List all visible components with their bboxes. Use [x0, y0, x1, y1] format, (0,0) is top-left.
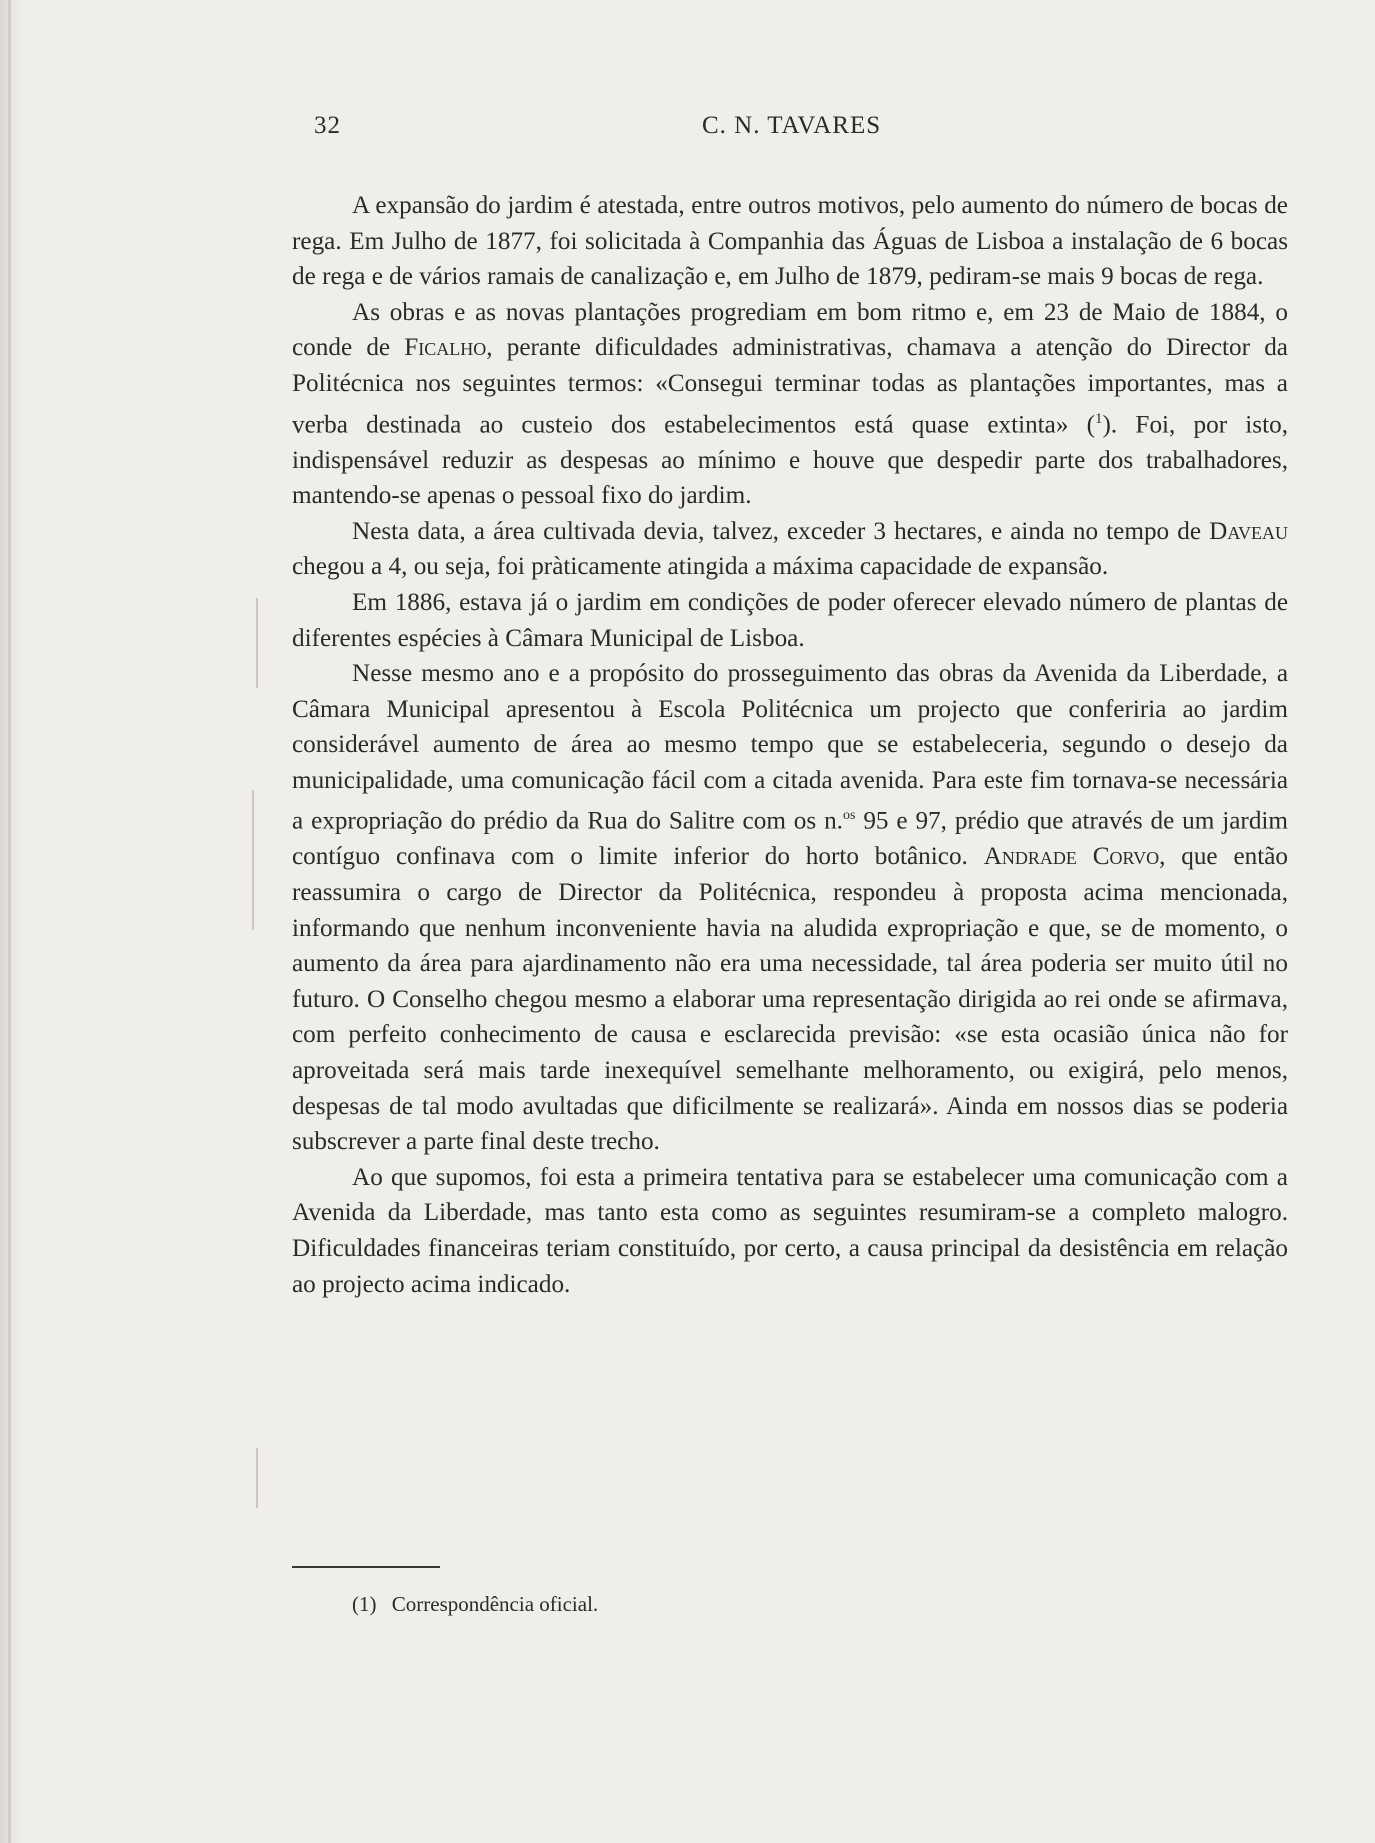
- paragraph-text: Em 1886, estava já o jardim em condições de poder oferecer elevado número de plantas de diferentes espécies à Câmara Municipal de Lisboa.: [292, 588, 1288, 652]
- page-header: [300, 112, 1296, 152]
- paragraph: [292, 1160, 1288, 1302]
- paragraph-text: A expansão do jardim é atestada, entre outros motivos, pelo aumento do número de bocas de rega. Em Julho de 1877, foi solicitada à Companhia das Águas de Lisboa a instalação de 6 bocas de rega e de vários ramais de canalização e, em Julho de 1879, pediram-se mais 9 bocas de rega.: [292, 192, 1288, 291]
- footnote-marker: (1): [352, 1592, 377, 1616]
- paragraph: [292, 585, 1288, 656]
- paragraph: [292, 514, 1288, 585]
- margin-mark: [252, 790, 254, 930]
- binding-line: [8, 0, 11, 1843]
- paragraph-text: 95 e 97, prédio que através de um jardim contíguo confinava com o limite inferior do horto botânico.: [292, 807, 1289, 871]
- footnote-rule: [292, 1566, 440, 1568]
- superscript: os: [842, 808, 856, 824]
- page-binding-edge: [0, 0, 26, 1843]
- paragraph-text: Ao que supomos, foi esta a primeira tentativa para se estabelecer uma comunicação com a Avenida da Liberdade, mas tanto esta como as seguintes resumiram-se a completo malogro. Dificuldades financeiras teriam constituído, por certo, a causa principal da desistência em relação ao projecto acima indicado.: [292, 1163, 1288, 1298]
- paragraph: [292, 188, 1288, 295]
- paragraph-text: ). Foi, por isto, indispensável reduzir as despesas ao mínimo e houve que despedir parte dos trabalhadores, mantendo-se apenas o pessoal fixo do jardim.: [292, 410, 1288, 510]
- footnote-text: Correspondência oficial.: [391, 1592, 599, 1616]
- body-text: [292, 188, 1288, 1302]
- paragraph-text: Nesse mesmo ano e a propósito do prosseguimento das obras da Avenida da Liberdade, a Câmara Municipal apresentou à Escola Politécnica um projecto que conferiria ao jardim considerável aumento de área ao mesmo tempo que se estabeleceria, segundo o desejo da municipalidade, uma comunicação fácil com a citada avenida. Para este fim tornava-se necessária a expropriação do prédio da Rua do Salitre com os n.: [292, 660, 1288, 835]
- paragraph-text: , perante dificuldades administrativas, chamava a atenção do Director da Politécnica nos seguintes termos: «Consegui terminar todas as plantações importantes, mas a verba destinada ao custeio dos estabelecimentos está quase extinta» (: [292, 334, 1288, 438]
- person-name: Daveau: [1209, 517, 1288, 545]
- paragraph: [292, 295, 1288, 514]
- person-name: Ficalho: [404, 334, 487, 362]
- page-number: 32: [314, 112, 341, 139]
- footnote: [352, 1592, 598, 1617]
- paragraph-text: chegou a 4, ou seja, foi pràticamente atingida a máxima capacidade de expansão.: [292, 553, 1109, 581]
- margin-mark: [256, 1448, 258, 1508]
- person-name: Andrade Corvo: [983, 843, 1160, 871]
- paragraph: [292, 656, 1288, 1160]
- footnote-reference: 1: [1095, 410, 1103, 427]
- paragraph-text: , que então reassumira o cargo de Director da Politécnica, respondeu à proposta acima mencionada, informando que nenhum inconveniente havia na aludida expropriação e que, se de momento, o aumento da área para ajardinamento não era uma necessidade, tal área poderia ser muito útil no futuro. O Conselho chegou mesmo a elaborar uma representação dirigida ao rei onde se afirmava, com perfeito conhecimento de causa e esclarecida previsão: «se esta ocasião única não for aproveitada será mais tarde inexequível semelhante melhoramento, ou exigirá, pelo menos, despesas de tal modo avultadas que dificilmente se realizará». Ainda em nossos dias se poderia subscrever a parte final deste trecho.: [292, 843, 1288, 1156]
- running-head: C. N. TAVARES: [702, 112, 882, 139]
- margin-mark: [256, 598, 258, 688]
- paragraph-text: Nesta data, a área cultivada devia, talvez, exceder 3 hectares, e ainda no tempo de: [352, 517, 1210, 545]
- paragraph-text: As obras e as novas plantações progrediam em bom ritmo e, em 23 de Maio de 1884, o conde de: [292, 298, 1288, 362]
